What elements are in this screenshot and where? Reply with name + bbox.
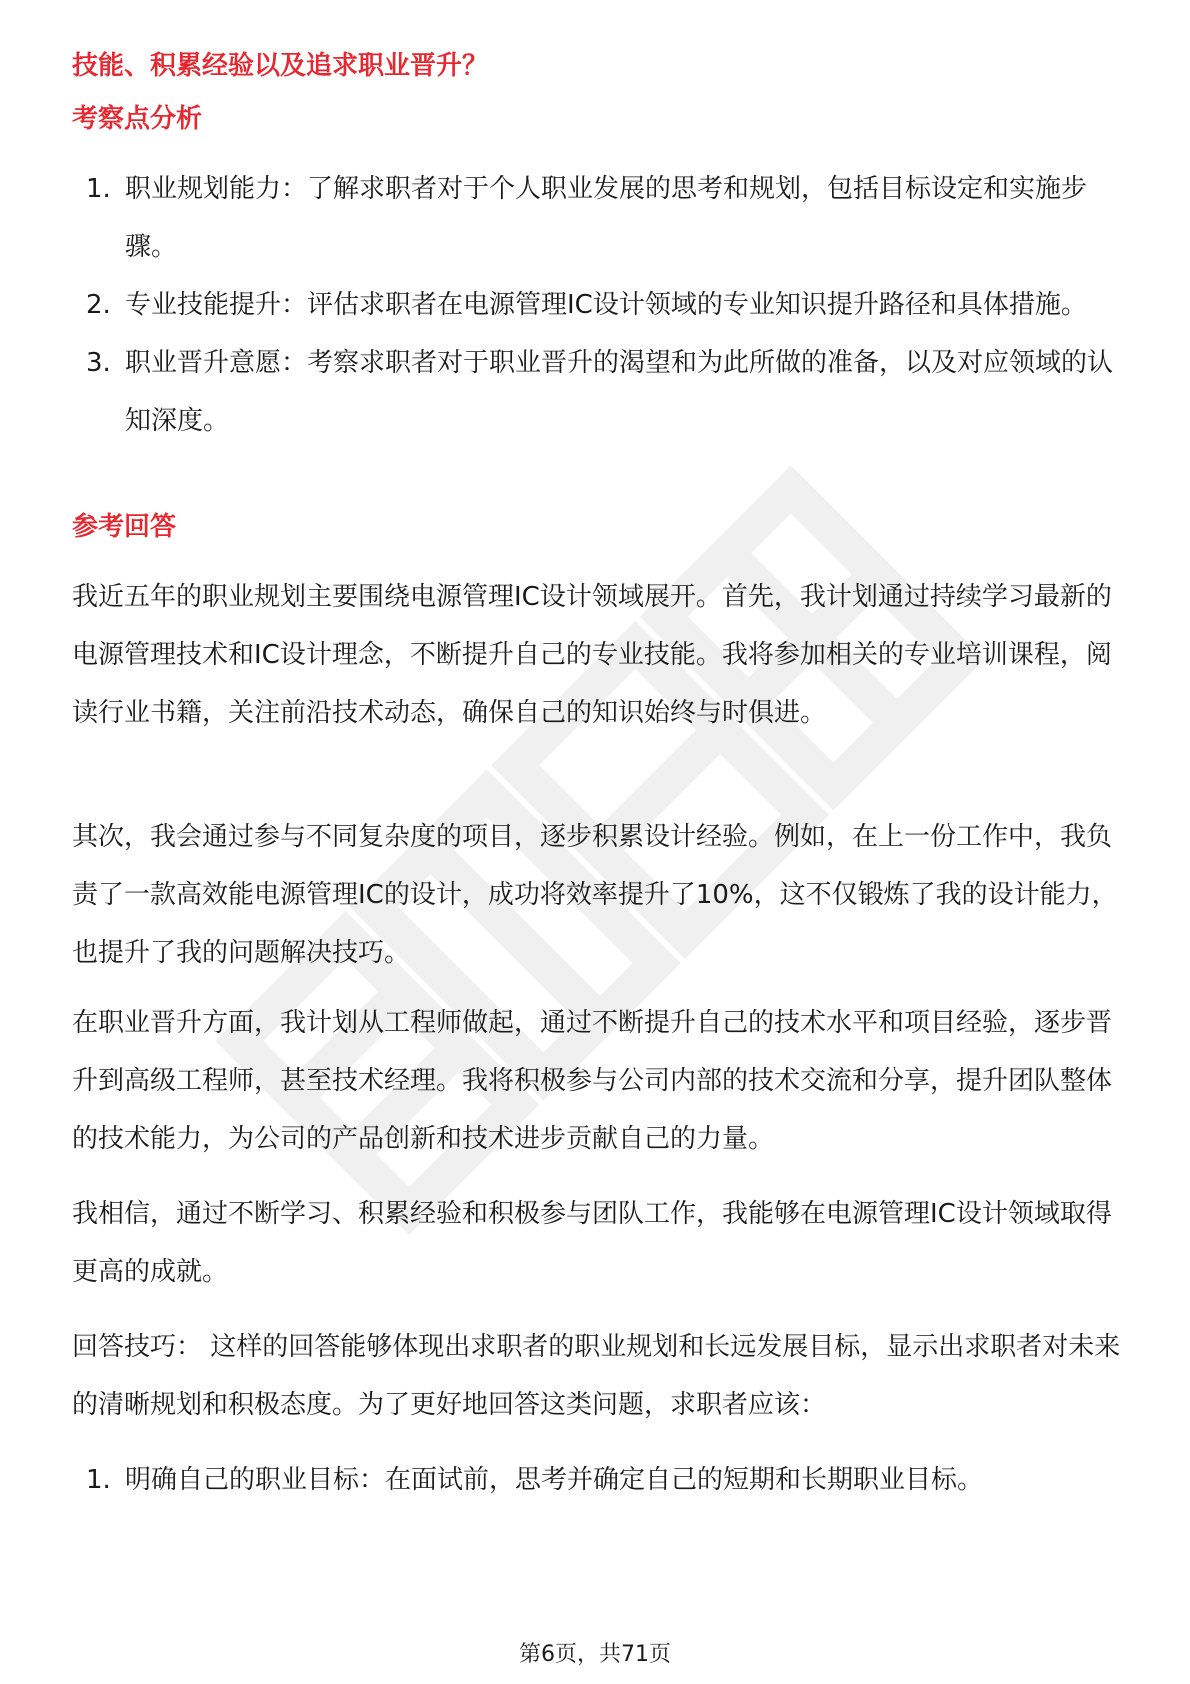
answer-paragraph: 其次，我会通过参与不同复杂度的项目，逐步积累设计经验。例如，在上一份工作中，我负责了一款高效能电源管理IC的设计，成功将效率提升了10%，这不仅锻炼了我的设计能力，也提升了我的问题解决技巧。	[72, 822, 1118, 968]
analysis-list	[72, 160, 1122, 450]
tips-paragraph: 回答技巧： 这样的回答能够体现出求职者的职业规划和长远发展目标，显示出求职者对未来的清晰规划和积极态度。为了更好地回答这类问题，求职者应该：	[72, 1332, 1121, 1420]
analysis-list-item	[72, 276, 1122, 334]
answer-paragraph: 在职业晋升方面，我计划从工程师做起，通过不断提升自己的技术水平和项目经验，逐步晋升到高级工程师，甚至技术经理。我将积极参与公司内部的技术交流和分享，提升团队整体的技术能力，为公司的产品创新和技术进步贡献自己的力量。	[72, 1008, 1113, 1154]
answer-paragraph: 我近五年的职业规划主要围绕电源管理IC设计领域展开。首先，我计划通过持续学习最新的电源管理技术和IC设计理念，不断提升自己的专业技能。我将参加相关的专业培训课程，阅读行业书籍，关注前沿技术动态，确保自己的知识始终与时俱进。	[72, 582, 1112, 728]
list-item-number: 1.	[86, 1465, 111, 1495]
analysis-list-item	[72, 160, 1122, 276]
answer-heading: 参考回答	[72, 512, 177, 542]
tips-list-item	[72, 1451, 1122, 1509]
list-item-text: 明确自己的职业目标：在面试前，思考并确定自己的短期和长期职业目标。	[125, 1465, 984, 1495]
question-heading-continued: 技能、积累经验以及追求职业晋升？	[72, 51, 489, 81]
list-item-number: 2.	[86, 290, 111, 320]
list-item-number: 3.	[86, 348, 111, 378]
list-item-text: 职业晋升意愿：考察求职者对于职业晋升的渴望和为此所做的准备，以及对应领域的认知深度。	[125, 348, 1114, 436]
analysis-list-item	[72, 334, 1122, 450]
list-item-text: 专业技能提升：评估求职者在电源管理IC设计领域的专业知识提升路径和具体措施。	[125, 290, 1087, 320]
analysis-heading: 考察点分析	[72, 104, 203, 134]
tips-list	[72, 1451, 1122, 1509]
list-item-text: 职业规划能力：了解求职者对于个人职业发展的思考和规划，包括目标设定和实施步骤。	[125, 174, 1088, 262]
page-footer: 第6页，共71页	[519, 1642, 671, 1667]
answer-paragraph: 我相信，通过不断学习、积累经验和积极参与团队工作，我能够在电源管理IC设计领域取得更高的成就。	[72, 1199, 1112, 1287]
list-item-number: 1.	[86, 174, 111, 204]
